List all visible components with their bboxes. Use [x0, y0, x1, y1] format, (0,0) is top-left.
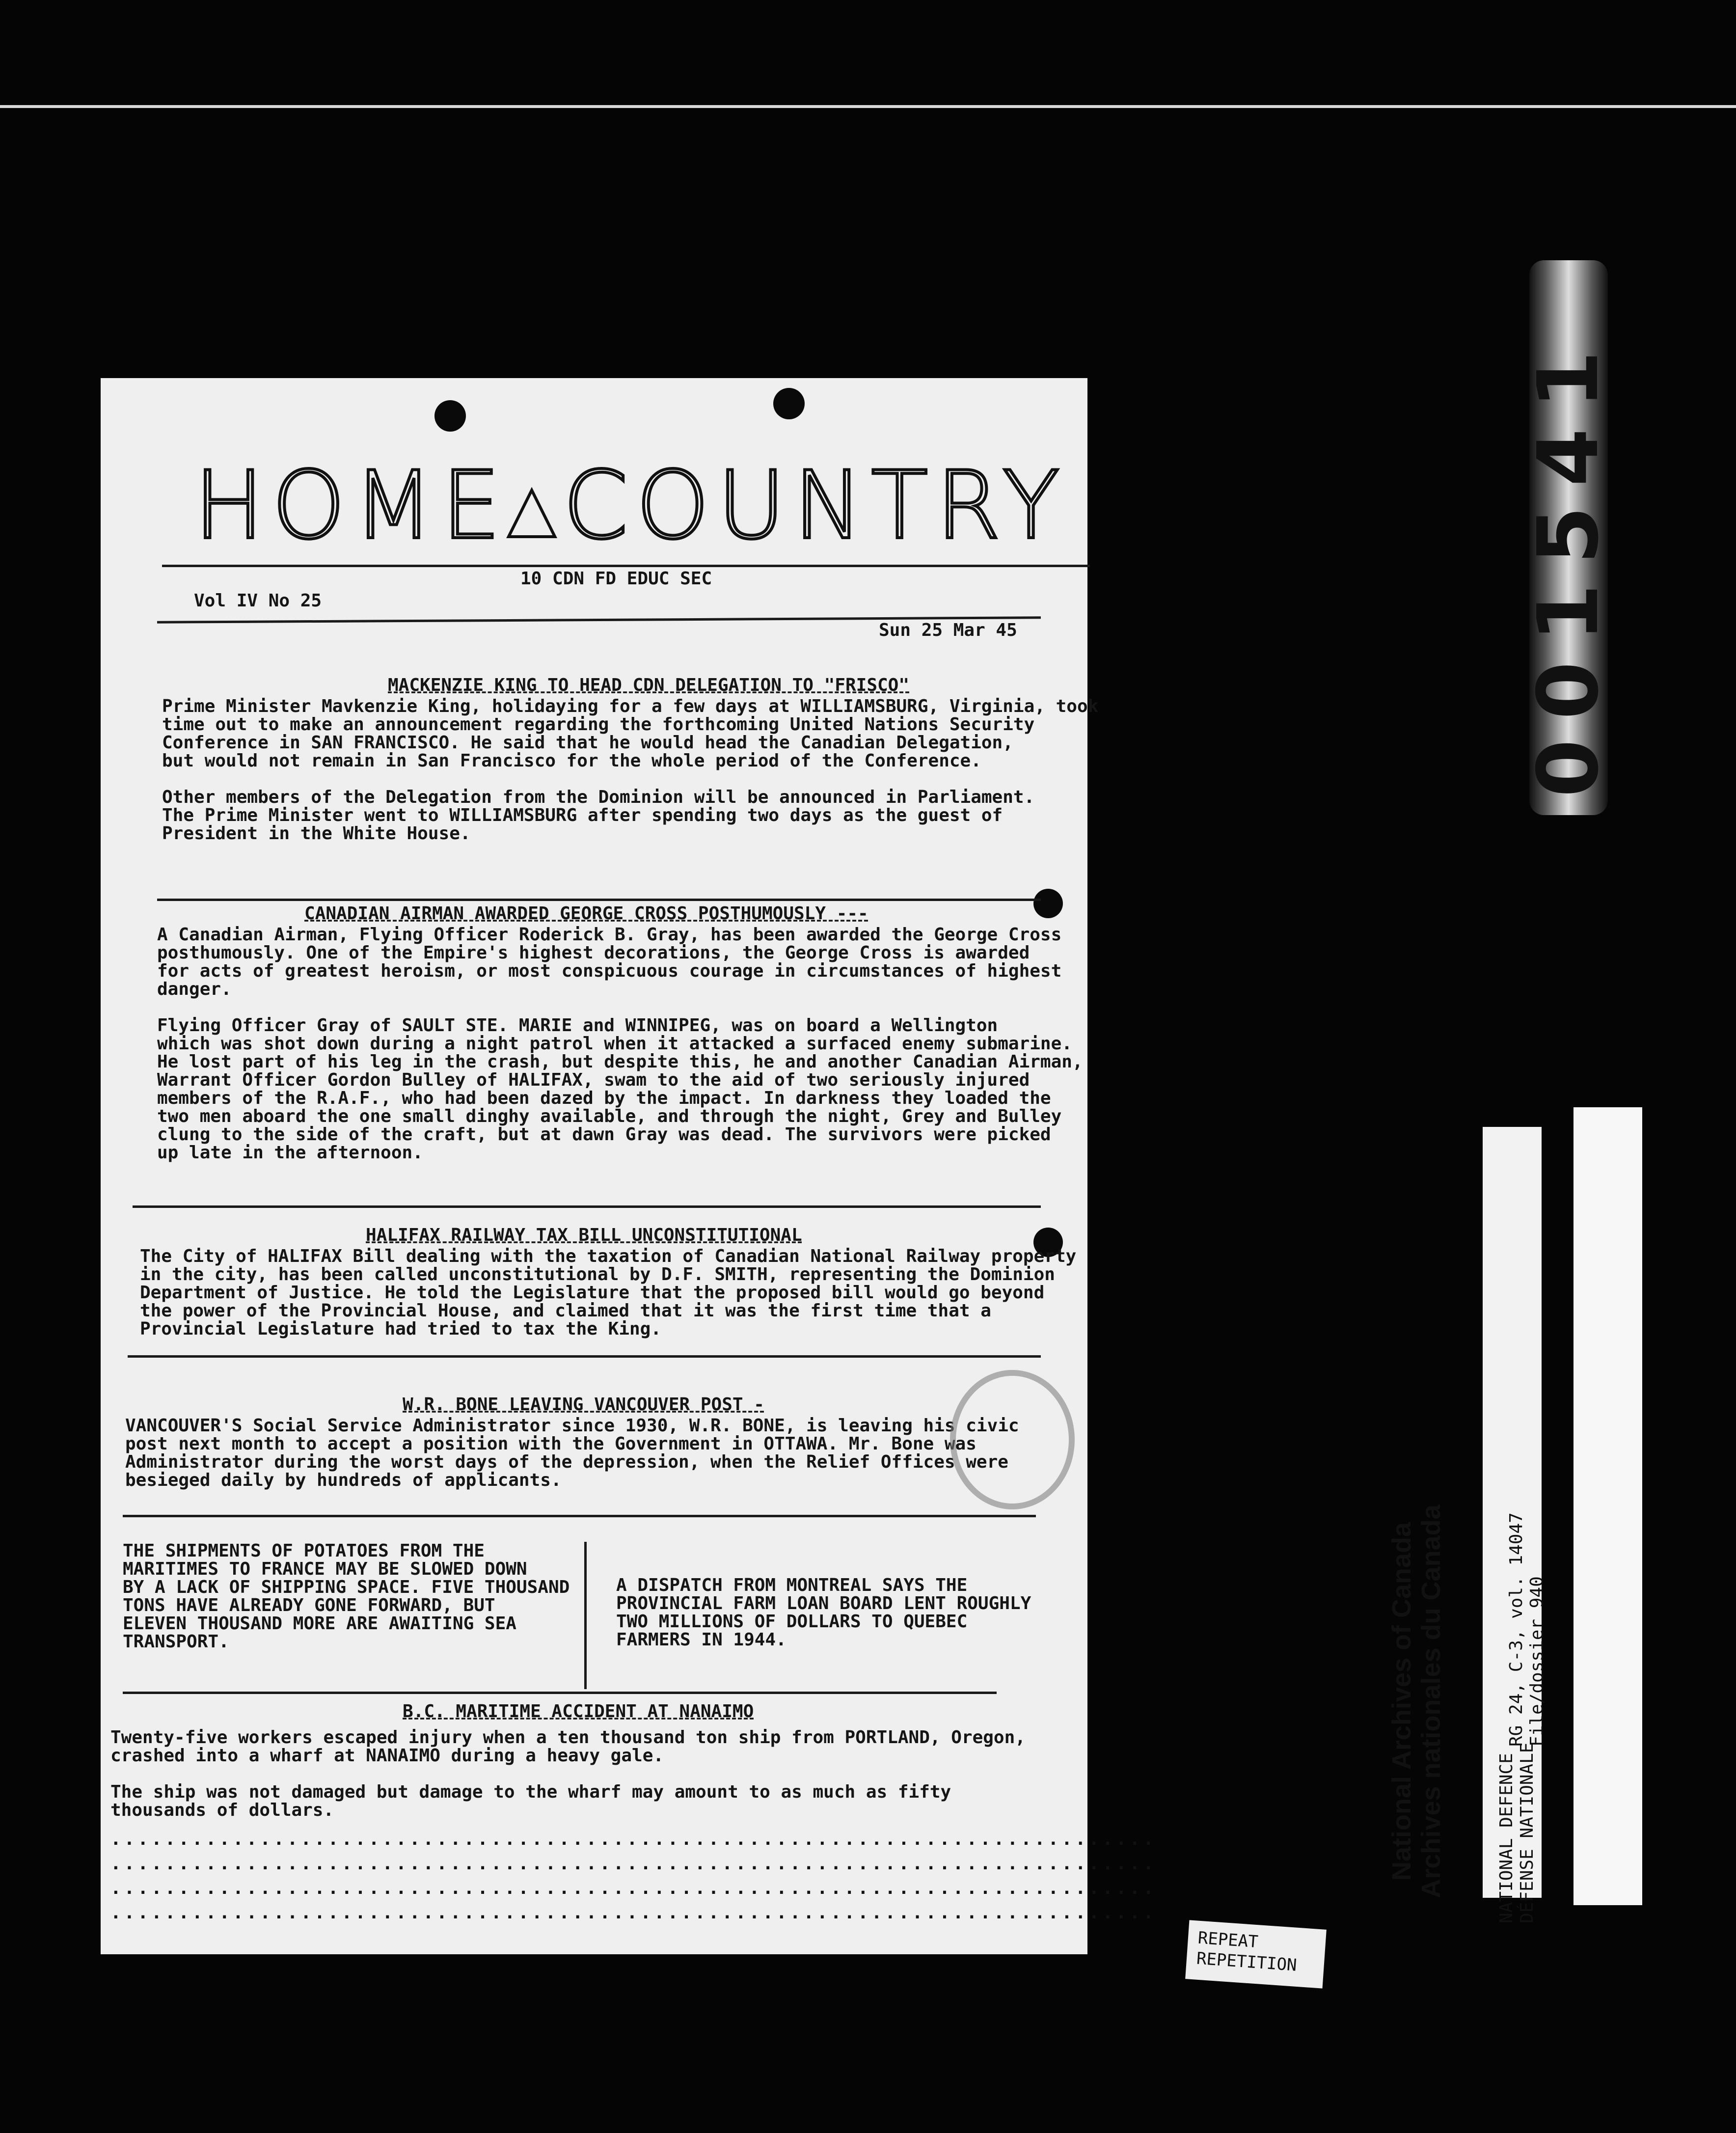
- frame-number: 001541: [1520, 331, 1617, 797]
- article-line: Warrant Officer Gordon Bulley of HALIFAX, swam to the aid of two seriously injured: [157, 1070, 1030, 1090]
- article-body: [162, 697, 1098, 843]
- ink-stamp: [950, 1370, 1075, 1509]
- brief-line: FARMERS IN 1944.: [616, 1630, 787, 1650]
- article-line: time out to make an announcement regarding the forthcoming United Nations Security: [162, 714, 1035, 735]
- article-line: members of the R.A.F., who had been dazed by the impact. In darkness they loaded the: [157, 1088, 1051, 1108]
- article-line: The Prime Minister went to WILLIAMSBURG after spending two days as the guest of: [162, 805, 1003, 825]
- article-line: VANCOUVER'S Social Service Administrator since 1930, W.R. BONE, is leaving his civic: [125, 1416, 1019, 1436]
- unit-name: 10 CDN FD EDUC SEC: [520, 569, 712, 589]
- article-line: Other members of the Delegation from the Dominion will be announced in Parliament.: [162, 787, 1035, 807]
- section-rule: [123, 1515, 1036, 1517]
- article-line: two men aboard the one small dinghy available, and through the night, Grey and Bulley: [157, 1106, 1062, 1126]
- article-body: [125, 1417, 1019, 1489]
- masthead-rule: [162, 565, 1090, 567]
- section-rule: [133, 1205, 1041, 1208]
- article-line: in the city, has been called unconstitutional by D.F. SMITH, representing the Dominion: [140, 1264, 1055, 1285]
- article-line: danger.: [157, 979, 232, 999]
- punch-hole: [1033, 889, 1063, 918]
- section-rule: [128, 1355, 1041, 1358]
- reference-line: RG 24, C-3, vol. 14047: [1506, 1512, 1526, 1747]
- article-line: The ship was not damaged but damage to the wharf may amount to as much as fifty: [110, 1782, 951, 1802]
- article-line: Flying Officer Gray of SAULT STE. MARIE and WINNIPEG, was on board a Wellington: [157, 1015, 998, 1036]
- masthead: HOME▴COUNTRY: [194, 451, 1068, 560]
- dotted-line: .............................................................................: [110, 1829, 1157, 1849]
- section-rule: [123, 1692, 997, 1694]
- brief-line: TWO MILLIONS OF DOLLARS TO QUEBEC: [616, 1612, 968, 1632]
- brief-line: TONS HAVE ALREADY GONE FORWARD, BUT: [123, 1595, 495, 1615]
- article-headline: W.R. BONE LEAVING VANCOUVER POST -: [403, 1395, 764, 1415]
- article-line: the power of the Provincial House, and claimed that it was the first time that a: [140, 1301, 991, 1321]
- article-line: up late in the afternoon.: [157, 1143, 423, 1163]
- article-line: Twenty-five workers escaped injury when a ten thousand ton ship from PORTLAND, Oregon,: [110, 1727, 1026, 1748]
- article-headline: HALIFAX RAILWAY TAX BILL UNCONSTITUTIONAL: [366, 1225, 802, 1245]
- brief-line: THE SHIPMENTS OF POTATOES FROM THE: [123, 1541, 485, 1561]
- repeat-label: REPEAT: [1197, 1928, 1259, 1952]
- article-line: [162, 770, 1098, 788]
- department-line: NATIONAL DEFENCE: [1496, 1753, 1517, 1923]
- article-body: [140, 1247, 1076, 1338]
- punch-hole: [434, 400, 466, 432]
- article-line: crashed into a wharf at NANAIMO during a heavy gale.: [110, 1746, 664, 1766]
- article-line: which was shot down during a night patrol when it attacked a surfaced enemy submarine.: [157, 1034, 1072, 1054]
- article-line: President in the White House.: [162, 823, 471, 844]
- article-line: A Canadian Airman, Flying Officer Roderick B. Gray, has been awarded the George Cross: [157, 925, 1062, 945]
- article-line: Prime Minister Mavkenzie King, holidaying for a few days at WILLIAMSBURG, Virginia, took: [162, 696, 1099, 716]
- article-line: Administrator during the worst days of the depression, when the Relief Offices were: [125, 1452, 1008, 1472]
- brief-line: A DISPATCH FROM MONTREAL SAYS THE: [616, 1575, 968, 1595]
- archives-name: National Archives of Canada: [1387, 1522, 1416, 1881]
- article-headline: CANADIAN AIRMAN AWARDED GEORGE CROSS POSTHUMOUSLY ---: [304, 903, 868, 924]
- frame-number-strip: [1520, 260, 1617, 815]
- film-top-edge: [0, 105, 1736, 108]
- brief-line: ELEVEN THOUSAND MORE ARE AWAITING SEA: [123, 1613, 516, 1634]
- archives-name: Archives nationales du Canada: [1416, 1504, 1446, 1898]
- article-headline: MACKENZIE KING TO HEAD CDN DELEGATION TO "FRISCO": [388, 675, 910, 695]
- reference-line: File/dossier 940: [1527, 1576, 1547, 1747]
- brief-line: BY A LACK OF SHIPPING SPACE. FIVE THOUSAND: [123, 1577, 570, 1597]
- repeat-tag: [1185, 1920, 1327, 1988]
- column-divider: [584, 1542, 587, 1689]
- article-line: clung to the side of the craft, but at dawn Gray was dead. The survivors were picked: [157, 1124, 1051, 1145]
- dotted-line: .............................................................................: [110, 1878, 1157, 1898]
- article-line: Department of Justice. He told the Legislature that the proposed bill would go beyond: [140, 1283, 1045, 1303]
- issue-date: Sun 25 Mar 45: [879, 620, 1017, 640]
- article-line: He lost part of his leg in the crash, but despite this, he and another Canadian Airman,: [157, 1052, 1083, 1072]
- article-line: besieged daily by hundreds of applicants.: [125, 1470, 562, 1490]
- news-brief-left: [123, 1542, 570, 1651]
- volume-number: Vol IV No 25: [194, 591, 322, 611]
- news-brief-right: [616, 1576, 1031, 1649]
- article-line: thousands of dollars.: [110, 1800, 334, 1820]
- article-body: [157, 926, 1083, 1162]
- punch-hole: [773, 388, 805, 419]
- article-headline: B.C. MARITIME ACCIDENT AT NANAIMO: [403, 1701, 754, 1722]
- dotted-line: .............................................................................: [110, 1854, 1157, 1874]
- article-line: but would not remain in San Francisco for the whole period of the Conference.: [162, 751, 981, 771]
- archive-reference-label: [1483, 1127, 1547, 1923]
- section-rule: [157, 899, 1041, 901]
- dotted-line: .............................................................................: [110, 1903, 1157, 1923]
- repeat-label: REPETITION: [1195, 1948, 1298, 1975]
- article-body: [110, 1728, 1026, 1819]
- brief-line: TRANSPORT.: [123, 1632, 229, 1652]
- brief-line: MARITIMES TO FRANCE MAY BE SLOWED DOWN: [123, 1559, 527, 1579]
- article-line: The City of HALIFAX Bill dealing with the taxation of Canadian National Railway property: [140, 1246, 1077, 1266]
- article-line: post next month to accept a position with the Government in OTTAWA. Mr. Bone was: [125, 1434, 976, 1454]
- article-line: [157, 998, 1083, 1016]
- article-line: Provincial Legislature had tried to tax the King.: [140, 1319, 662, 1339]
- department-line: DÉFENSE NATIONALE: [1517, 1742, 1537, 1923]
- article-line: [110, 1765, 1026, 1783]
- article-line: posthumously. One of the Empire's highest decorations, the George Cross is awarded: [157, 943, 1030, 963]
- article-line: Conference in SAN FRANCISCO. He said that he would head the Canadian Delegation,: [162, 733, 1013, 753]
- brief-line: PROVINCIAL FARM LOAN BOARD LENT ROUGHLY: [616, 1593, 1031, 1613]
- article-line: for acts of greatest heroism, or most conspicuous courage in circumstances of highest: [157, 961, 1062, 981]
